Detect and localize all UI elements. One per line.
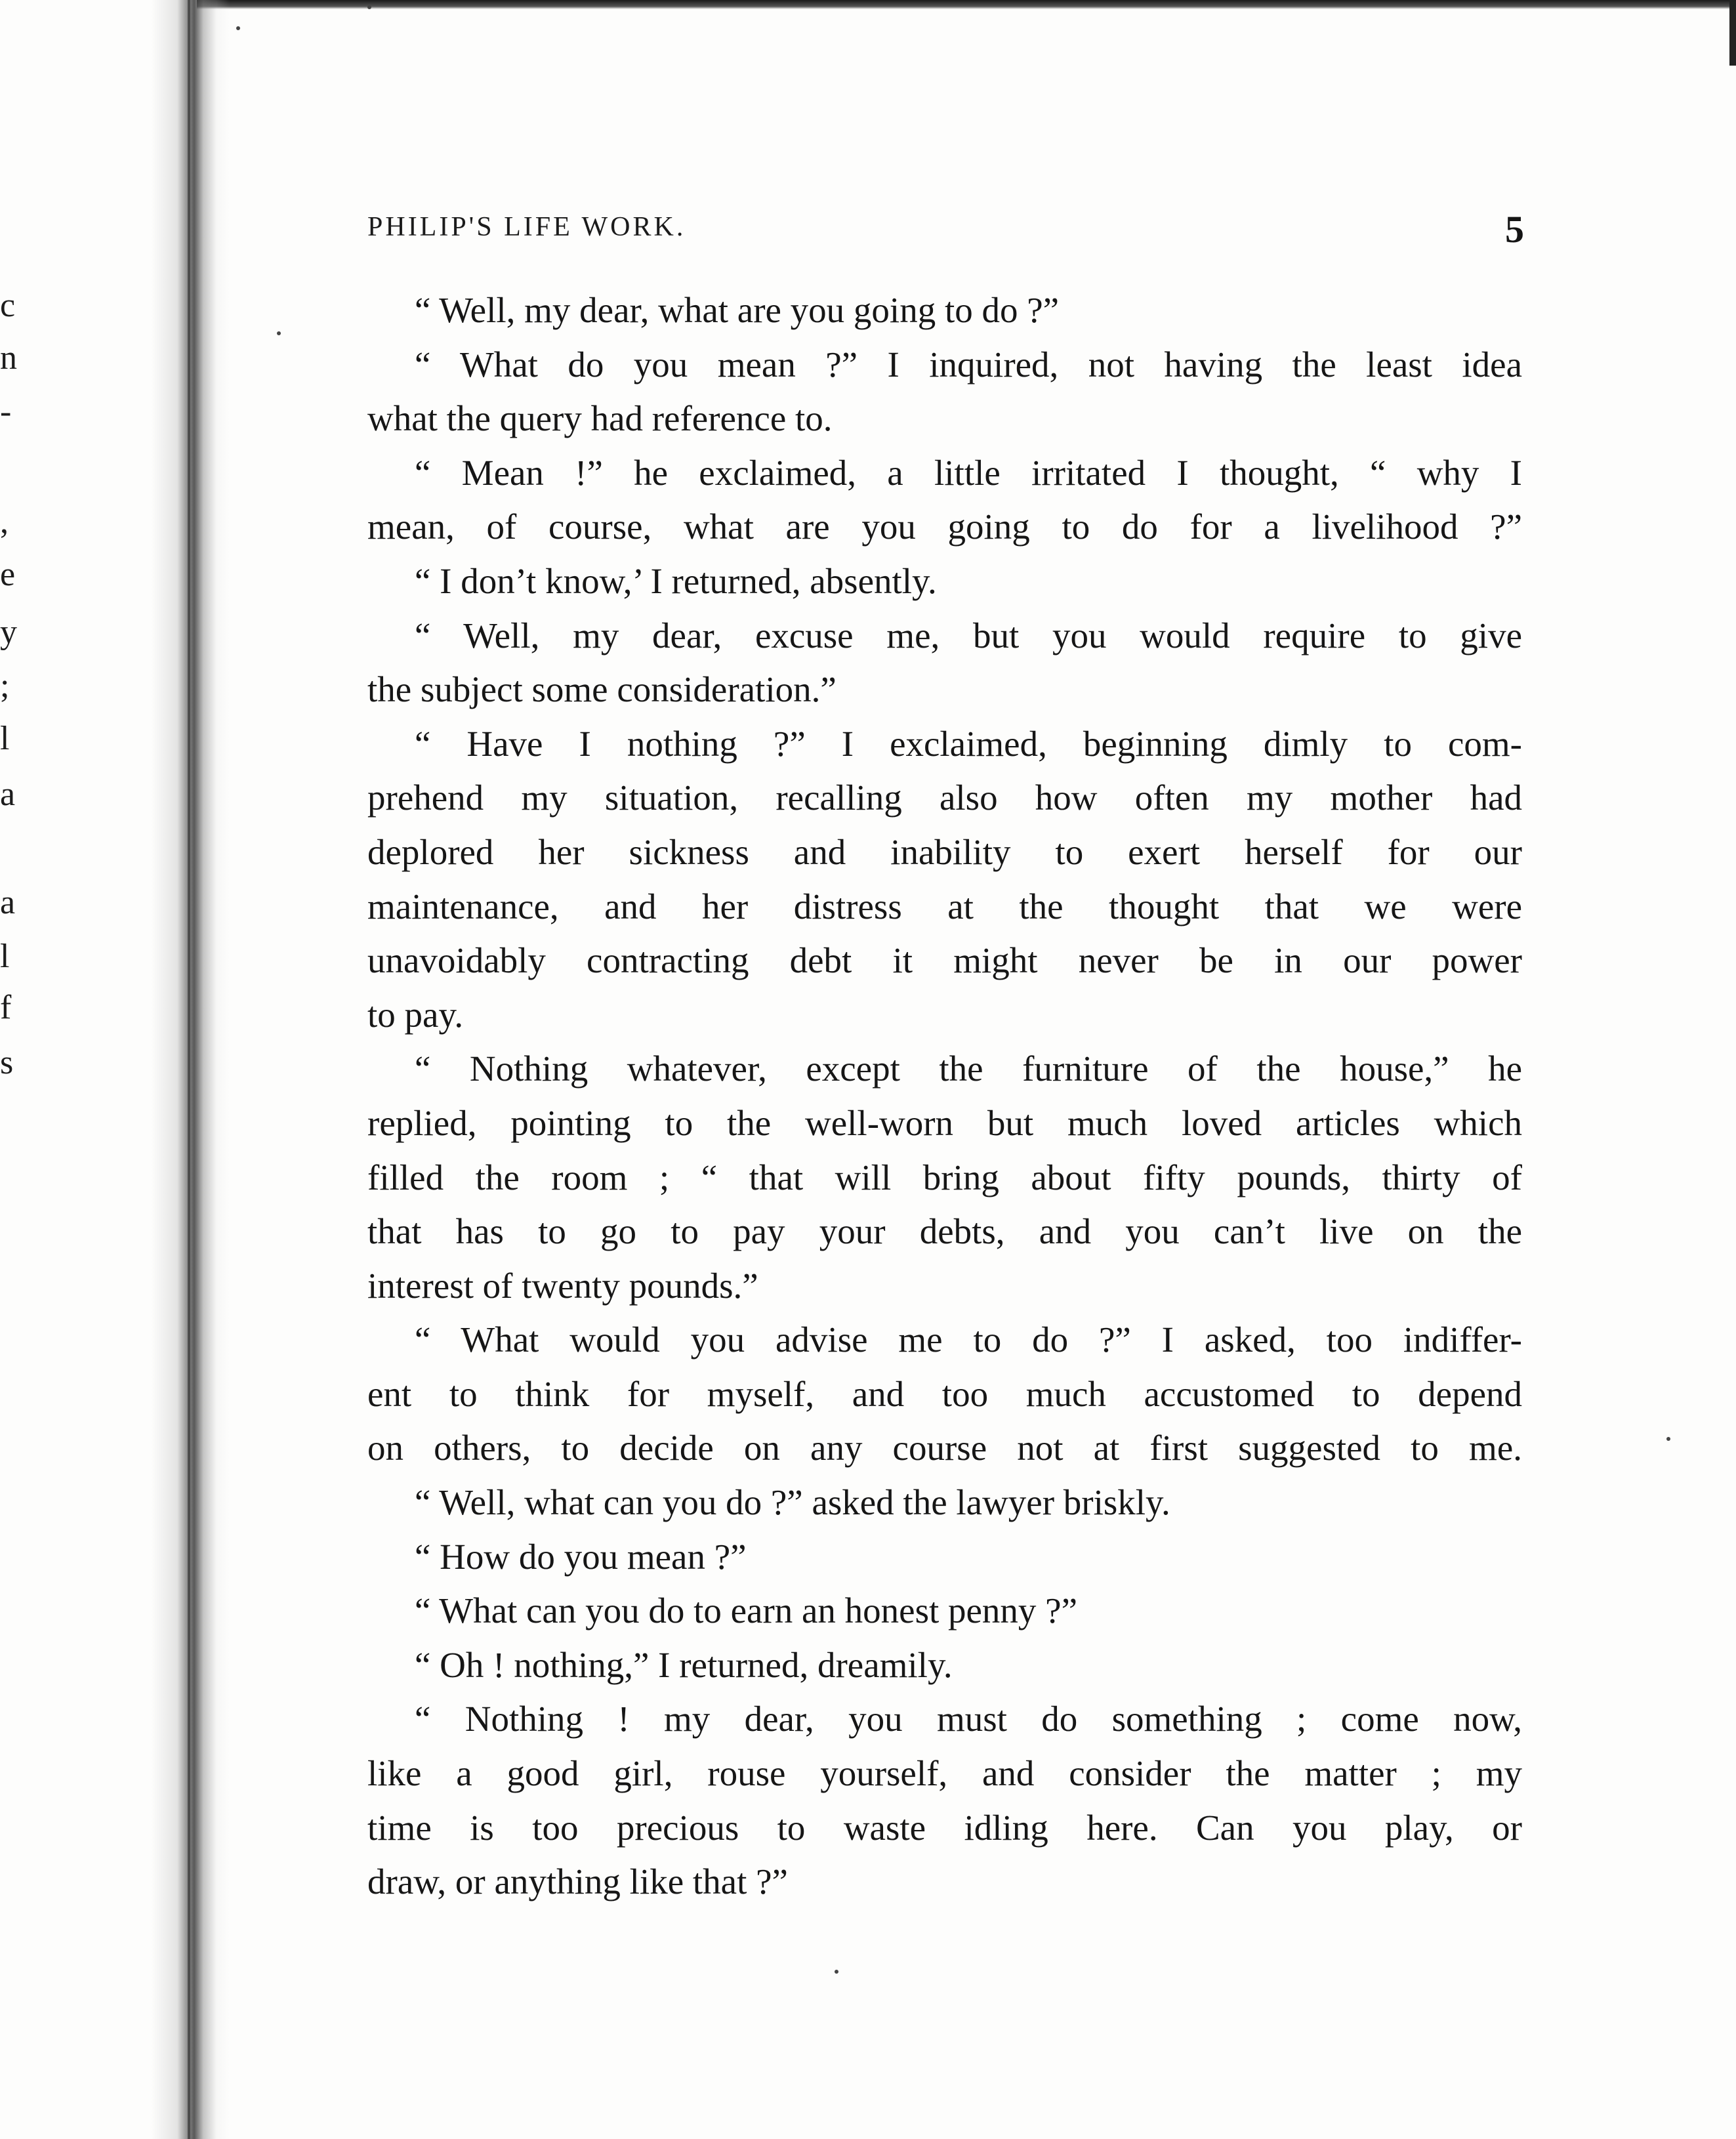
text-line: “ What can you do to earn an honest penny ?” <box>415 1590 1078 1631</box>
text-line: “ Well, my dear, what are you going to do ?” <box>415 290 1060 330</box>
text-line: “ Well, what can you do ?” asked the lawyer briskly. <box>415 1482 1170 1523</box>
facing-char: a <box>0 884 16 921</box>
text-line: maintenance, and her distress at the thought that we were <box>367 886 1522 926</box>
text-line: ent to think for myself, and too much accustomed to depend <box>367 1373 1522 1414</box>
scan-right-edge <box>1729 0 1736 66</box>
book-gutter-shadow <box>151 0 230 2139</box>
text-line: that has to go to pay your debts, and you can’t live on the <box>367 1211 1522 1252</box>
facing-char: f <box>0 989 12 1026</box>
text-line: time is too precious to waste idling here. Can you play, or <box>367 1807 1522 1848</box>
facing-char: l <box>0 938 10 975</box>
text-line: “ How do you mean ?” <box>415 1536 747 1577</box>
facing-char: ; <box>0 667 10 705</box>
facing-char: s <box>0 1044 14 1081</box>
text-line: draw, or anything like that ?” <box>367 1861 788 1902</box>
text-line: deplored her sickness and inability to exert herself for our <box>367 831 1522 872</box>
text-line: unavoidably contracting debt it might never be in our power <box>367 940 1522 981</box>
text-line: “ Well, my dear, excuse me, but you would require to give <box>415 615 1522 655</box>
text-line: replied, pointing to the well-worn but much loved articles which <box>367 1102 1522 1143</box>
text-line: to pay. <box>367 994 464 1035</box>
facing-char: y <box>0 613 17 651</box>
text-line: like a good girl, rouse yourself, and consider the matter ; my <box>367 1753 1522 1794</box>
running-head-title: PHILIP'S LIFE WORK. <box>367 212 686 242</box>
text-line: prehend my situation, recalling also how often my mother had <box>367 778 1522 818</box>
facing-page-fragment <box>0 0 26 2139</box>
text-line: “ Oh ! nothing,” I returned, dreamily. <box>415 1644 953 1685</box>
facing-char: c <box>0 287 16 324</box>
text-line: “ I don’t know,’ I returned, absently. <box>415 560 937 601</box>
scan-top-edge <box>197 0 1736 9</box>
ink-speck <box>236 26 240 30</box>
facing-char: e <box>0 556 16 593</box>
text-line: what the query had reference to. <box>367 398 833 439</box>
facing-char: a <box>0 776 16 813</box>
facing-char: , <box>0 503 9 541</box>
book-spine-line <box>188 0 190 2139</box>
text-line: filled the room ; “ that will bring about fifty pounds, thirty of <box>367 1157 1522 1197</box>
text-line: interest of twenty pounds.” <box>367 1265 758 1306</box>
text-line: “ Mean !” he exclaimed, a little irritated I thought, “ why I <box>415 452 1522 493</box>
text-line: “ What do you mean ?” I inquired, not having the least idea <box>415 344 1522 384</box>
body-text <box>367 283 1522 1909</box>
ink-speck <box>277 331 281 335</box>
text-line: “ Have I nothing ?” I exclaimed, beginning dimly to com- <box>415 723 1522 764</box>
text-line: on others, to decide on any course not at first suggested to me. <box>367 1428 1522 1468</box>
facing-char: n <box>0 339 17 377</box>
text-line: the subject some consideration.” <box>367 669 837 710</box>
ink-speck <box>1666 1437 1670 1441</box>
text-line: “ Nothing whatever, except the furniture of the house,” he <box>415 1049 1522 1089</box>
text-line: “ Nothing ! my dear, you must do something ; come now, <box>415 1699 1522 1739</box>
page-number: 5 <box>1505 208 1524 251</box>
facing-char: l <box>0 720 10 757</box>
ink-speck <box>367 5 371 9</box>
ink-speck <box>835 1970 838 1974</box>
facing-char: - <box>0 393 12 430</box>
text-line: “ What would you advise me to do ?” I asked, too indiffer- <box>415 1319 1522 1360</box>
text-line: mean, of course, what are you going to do for a livelihood ?” <box>367 507 1522 547</box>
